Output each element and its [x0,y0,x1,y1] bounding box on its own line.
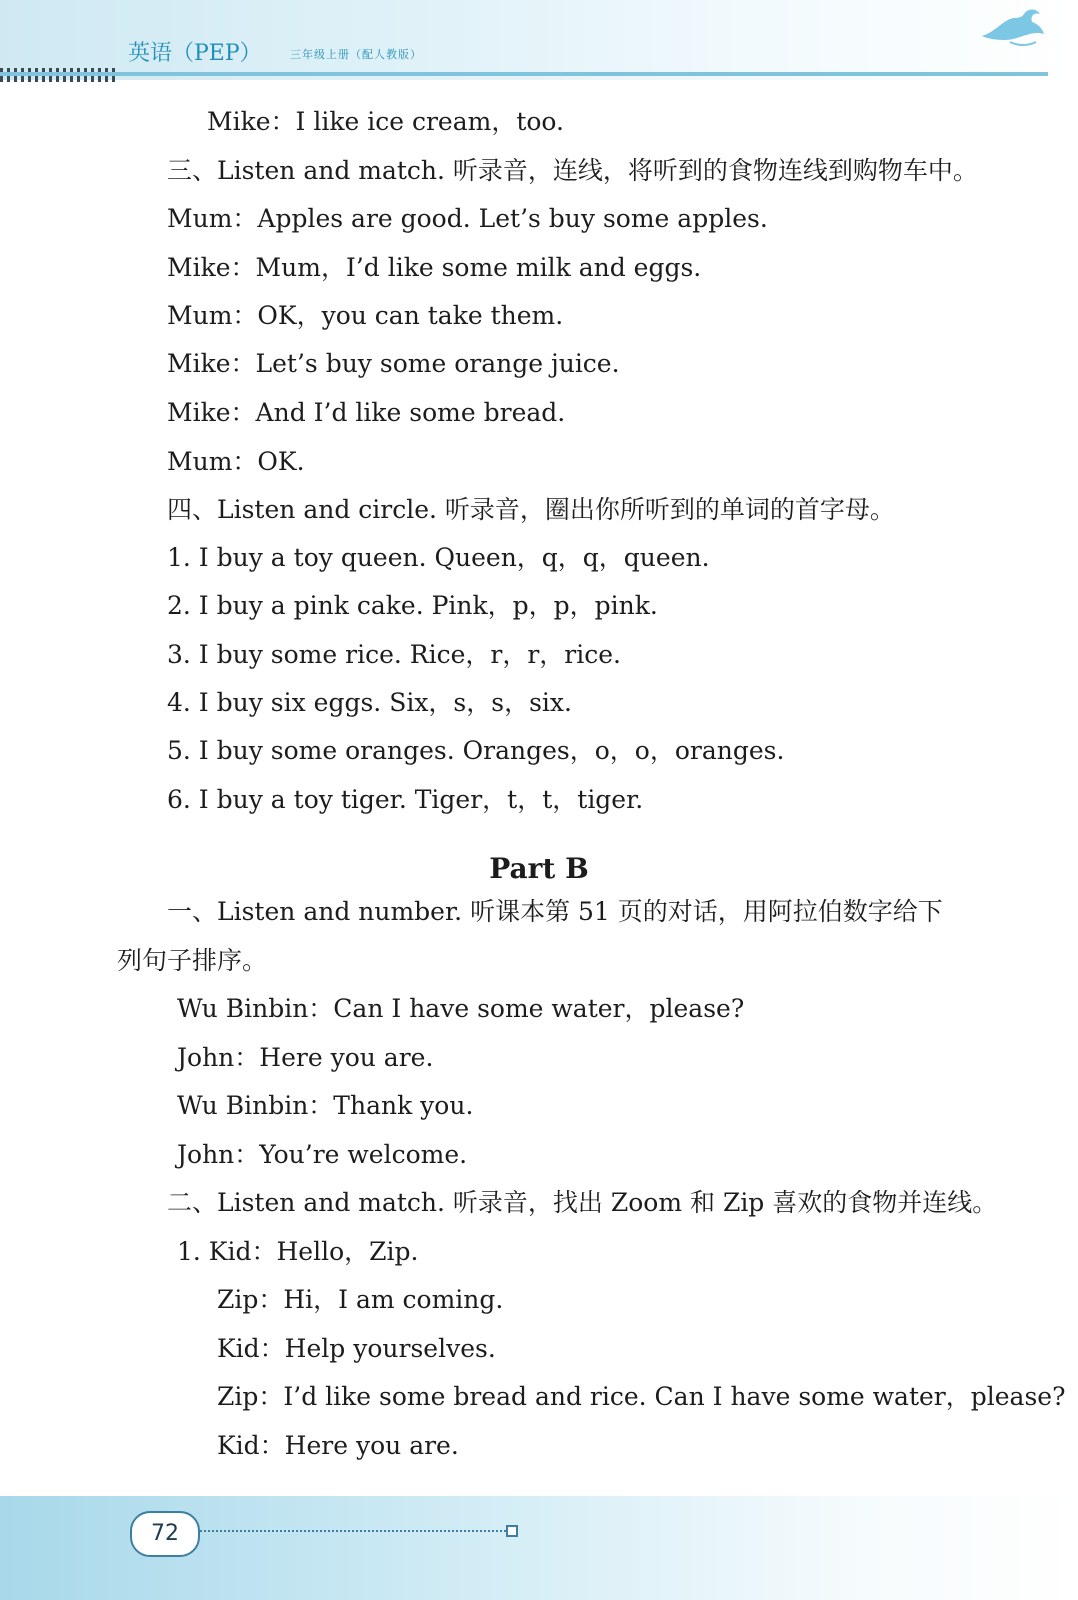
section-heading: Part B [489,852,589,885]
dialogue-line: Zip：Hi，I am coming. [217,1285,504,1314]
dialogue-line: Kid：Here you are. [217,1431,459,1460]
footer-dotted-rule [200,1530,506,1532]
dialogue-line: Wu Binbin：Thank you. [177,1091,474,1120]
numbered-item: 1. Kid：Hello，Zip. [177,1237,419,1266]
dialogue-line: Mike：And I’d like some bread. [167,398,566,427]
numbered-item: 4. I buy six eggs. Six，s，s，six. [167,688,572,717]
dialogue-line: Mum：OK，you can take them. [167,301,564,330]
numbered-item: 1. I buy a toy queen. Queen，q，q，queen. [167,543,710,572]
exercise-heading-continued: 列句子排序。 [117,946,268,975]
exercise-heading: 二、Listen and match. 听录音，找出 Zoom 和 Zip 喜欢的食物并连线。 [167,1188,998,1217]
exercise-heading: 四、Listen and circle. 听录音，圈出你所听到的单词的首字母。 [167,495,895,524]
dialogue-line: Mike：Mum，I’d like some milk and eggs. [167,253,702,282]
exercise-heading: 三、Listen and match. 听录音，连线，将听到的食物连线到购物车中。 [167,156,978,185]
numbered-item: 6. I buy a toy tiger. Tiger，t，t，tiger. [167,785,644,814]
dialogue-line: Zip：I’d like some bread and rice. Can I have some water，please? [217,1382,1066,1411]
dialogue-line: Wu Binbin：Can I have some water，please? [177,994,745,1023]
numbered-item: 5. I buy some oranges. Oranges，o，o，oranges. [167,736,785,765]
dialogue-line: Mum：OK. [167,447,305,476]
dialogue-line: Mike：I like ice cream，too. [207,107,564,136]
header-rule [0,72,1048,76]
book-title: 英语（PEP） [128,41,262,66]
dialogue-line: Mum：Apples are good. Let’s buy some apples. [167,204,768,233]
numbered-item: 3. I buy some rice. Rice，r，r，rice. [167,640,621,669]
dialogue-line: Mike：Let’s buy some orange juice. [167,349,620,378]
dialogue-line: Kid：Help yourselves. [217,1334,496,1363]
dialogue-line: John：Here you are. [177,1043,434,1072]
numbered-item: 2. I buy a pink cake. Pink，p，p，pink. [167,591,658,620]
book-subtitle: 三年级上册（配人教版） [290,48,422,61]
footer-rule-end-square [506,1525,518,1537]
exercise-heading: 一、Listen and number. 听课本第 51 页的对话，用阿拉伯数字给下 [167,897,943,926]
wave-icon [980,6,1046,50]
dialogue-line: John：You’re welcome. [177,1140,468,1169]
page-number: 72 [130,1511,200,1557]
